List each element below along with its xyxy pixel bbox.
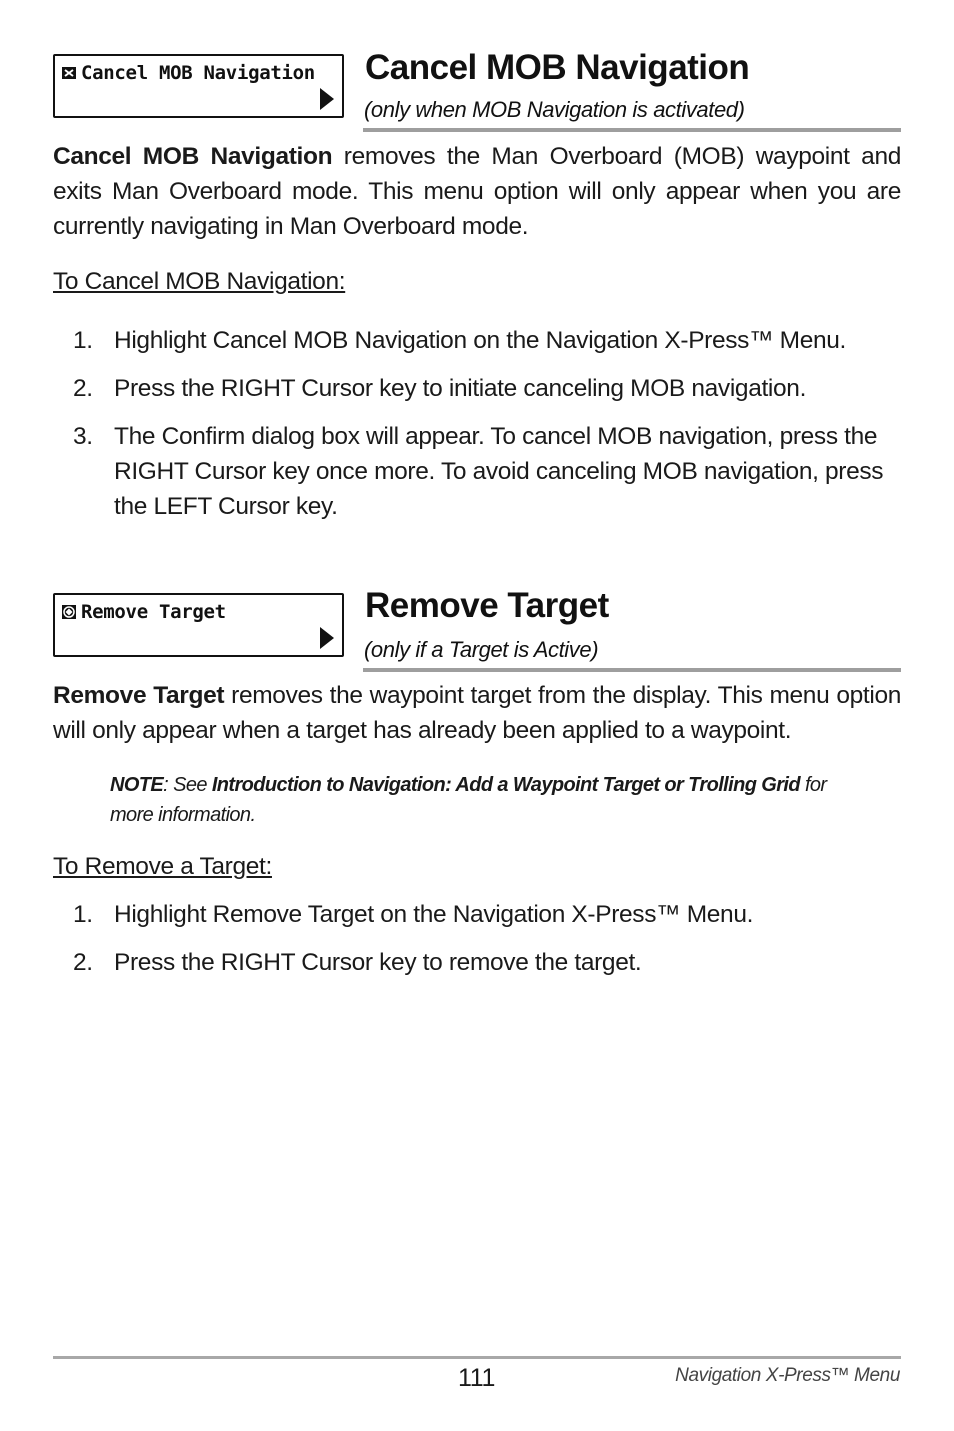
right-arrow-icon bbox=[320, 88, 334, 110]
cancel-mob-menu-text: Cancel MOB Navigation bbox=[81, 62, 315, 84]
note-reference: Introduction to Navigation: Add a Waypoint Target or Trolling Grid bbox=[211, 774, 800, 796]
procedure-title-cancel-mob: To Cancel MOB Navigation: bbox=[53, 268, 346, 295]
description-text: removes the waypoint target from the display. This menu option will only appear when a target has already been applied to a waypoint. bbox=[53, 682, 902, 744]
section-title-remove-target: Remove Target bbox=[365, 586, 609, 625]
step-number: 3. bbox=[73, 423, 93, 450]
step-text: Press the RIGHT Cursor key to remove the target. bbox=[114, 949, 642, 976]
page-number: 111 bbox=[458, 1364, 496, 1392]
remove-target-menu-text: Remove Target bbox=[81, 601, 226, 623]
description-text: removes the Man Overboard (MOB) waypoint and exits Man Overboard mode. This menu option will only appear when you are currently navigating in Man Overboard mode. bbox=[53, 143, 901, 240]
step-item bbox=[73, 419, 893, 524]
right-arrow-icon bbox=[320, 627, 334, 649]
step-number: 1. bbox=[73, 327, 93, 354]
section-title-cancel-mob: Cancel MOB Navigation bbox=[365, 48, 750, 87]
note-label: NOTE bbox=[110, 774, 164, 796]
menu-widget-label bbox=[61, 62, 315, 84]
running-title: Navigation X-Press™ Menu bbox=[675, 1365, 900, 1386]
cancel-mob-description bbox=[53, 139, 901, 244]
menu-widget-label bbox=[61, 601, 226, 623]
step-number: 2. bbox=[73, 375, 93, 402]
section-subtitle-cancel-mob: (only when MOB Navigation is activated) bbox=[364, 97, 745, 122]
remove-target-menu-widget bbox=[53, 593, 344, 657]
cancel-mob-menu-widget bbox=[53, 54, 344, 118]
term-bold: Cancel MOB Navigation bbox=[53, 143, 333, 170]
target-icon bbox=[61, 604, 77, 620]
procedure-title-remove-target: To Remove a Target: bbox=[53, 853, 272, 880]
step-item bbox=[73, 945, 893, 980]
section-subtitle-remove-target: (only if a Target is Active) bbox=[364, 637, 599, 662]
term-bold: Remove Target bbox=[53, 682, 225, 709]
note-text: for more information. bbox=[110, 774, 827, 826]
step-item bbox=[73, 897, 893, 932]
step-text: Press the RIGHT Cursor key to initiate canceling MOB navigation. bbox=[114, 375, 807, 402]
note-block bbox=[110, 770, 870, 830]
step-text: Highlight Cancel MOB Navigation on the Navigation X-Press™ Menu. bbox=[114, 327, 847, 354]
section-divider bbox=[363, 668, 901, 672]
step-number: 2. bbox=[73, 949, 93, 976]
section-divider bbox=[363, 128, 901, 132]
mob-icon bbox=[61, 65, 77, 81]
note-text: : See bbox=[163, 774, 212, 796]
step-text: Highlight Remove Target on the Navigation X-Press™ Menu. bbox=[114, 901, 754, 928]
step-item bbox=[73, 371, 893, 406]
footer-divider bbox=[53, 1356, 901, 1359]
step-item bbox=[73, 323, 893, 358]
step-text: The Confirm dialog box will appear. To cancel MOB navigation, press the RIGHT Cursor key once more. To avoid canceling MOB navigation, press the LEFT Cursor key. bbox=[114, 423, 884, 520]
remove-target-description bbox=[53, 678, 901, 748]
step-number: 1. bbox=[73, 901, 93, 928]
